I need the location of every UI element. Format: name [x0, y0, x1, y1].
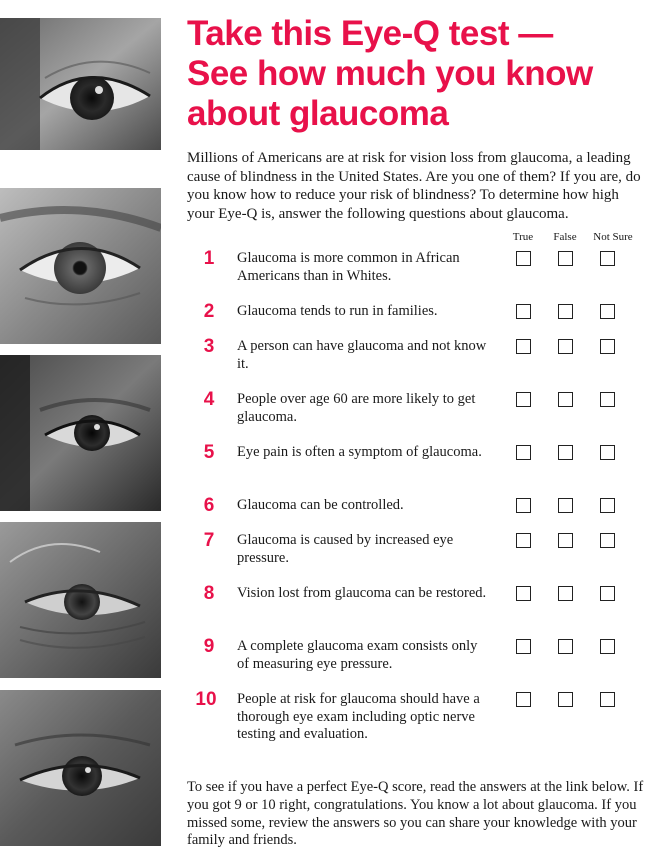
- question-text: Glaucoma is more common in African Americans than in Whites.: [237, 250, 460, 284]
- question-text: People over age 60 are more likely to get glaucoma.: [237, 391, 476, 425]
- question-text: A person can have glaucoma and not know it.: [237, 338, 487, 372]
- checkbox-true[interactable]: [516, 692, 531, 707]
- question-number: 3: [203, 336, 215, 357]
- checkbox-false[interactable]: [558, 639, 573, 654]
- checkbox-false[interactable]: [558, 692, 573, 707]
- title-line-1: Take this Eye-Q test —: [187, 14, 553, 53]
- question-number: 5: [203, 442, 215, 463]
- page-title: [187, 14, 657, 134]
- outro-paragraph: To see if you have a perfect Eye-Q score, read the answers at the link below. If you got 9 or 10 right, congratulations. You know a lot about glaucoma. If you missed some, review the answers so you can share your knowledge with your family and friends.: [187, 779, 644, 849]
- checkbox-true[interactable]: [516, 392, 531, 407]
- checkbox-not-sure[interactable]: [600, 639, 615, 654]
- checkbox-not-sure[interactable]: [600, 586, 615, 601]
- checkbox-false[interactable]: [558, 498, 573, 513]
- checkbox-false[interactable]: [558, 251, 573, 266]
- column-header-false: False: [553, 231, 577, 243]
- eye-photo-4: [0, 522, 161, 678]
- checkbox-true[interactable]: [516, 498, 531, 513]
- checkbox-true[interactable]: [516, 533, 531, 548]
- checkbox-true[interactable]: [516, 251, 531, 266]
- eye-photo-5: [0, 690, 161, 846]
- checkbox-true[interactable]: [516, 339, 531, 354]
- question-text: Glaucoma can be controlled.: [237, 497, 404, 513]
- eye-photo-2: [0, 188, 161, 344]
- question-number: 10: [195, 689, 217, 710]
- intro-paragraph: Millions of Americans are at risk for vision loss from glaucoma, a leading cause of blindness in the United States. Are you one of them? If you are, do you know how to reduce your risk of blindness? To determine how high your Eye-Q is, answer the following questions about glaucoma.: [187, 150, 641, 222]
- checkbox-not-sure[interactable]: [600, 392, 615, 407]
- column-header-true: True: [512, 231, 534, 243]
- question-number: 7: [203, 530, 215, 551]
- question-number: 8: [203, 583, 215, 604]
- title-line-2: See how much you know: [187, 54, 593, 93]
- question-text: Glaucoma is caused by increased eye pressure.: [237, 532, 454, 566]
- checkbox-false[interactable]: [558, 533, 573, 548]
- checkbox-true[interactable]: [516, 639, 531, 654]
- question-text: People at risk for glaucoma should have a thorough eye exam including optic nerve testing and evaluation.: [237, 691, 480, 742]
- question-text: Eye pain is often a symptom of glaucoma.: [237, 444, 482, 460]
- eye-photo-3: [0, 355, 161, 511]
- checkbox-not-sure[interactable]: [600, 339, 615, 354]
- checkbox-true[interactable]: [516, 304, 531, 319]
- checkbox-not-sure[interactable]: [600, 692, 615, 707]
- question-text: Glaucoma tends to run in families.: [237, 303, 438, 319]
- checkbox-not-sure[interactable]: [600, 304, 615, 319]
- question-text: A complete glaucoma exam consists only of measuring eye pressure.: [237, 638, 478, 672]
- question-text: Vision lost from glaucoma can be restored.: [237, 585, 487, 601]
- checkbox-not-sure[interactable]: [600, 498, 615, 513]
- checkbox-false[interactable]: [558, 339, 573, 354]
- title-line-3: about glaucoma: [187, 94, 449, 133]
- question-number: 9: [203, 636, 215, 657]
- question-number: 1: [203, 248, 215, 269]
- checkbox-not-sure[interactable]: [600, 533, 615, 548]
- checkbox-not-sure[interactable]: [600, 251, 615, 266]
- eye-photo-1: [0, 18, 161, 150]
- question-number: 2: [203, 301, 215, 322]
- question-number: 6: [203, 495, 215, 516]
- checkbox-not-sure[interactable]: [600, 445, 615, 460]
- checkbox-false[interactable]: [558, 586, 573, 601]
- checkbox-false[interactable]: [558, 445, 573, 460]
- checkbox-false[interactable]: [558, 304, 573, 319]
- column-header-not-sure: Not Sure: [593, 231, 633, 243]
- checkbox-false[interactable]: [558, 392, 573, 407]
- checkbox-true[interactable]: [516, 445, 531, 460]
- question-number: 4: [203, 389, 215, 410]
- checkbox-true[interactable]: [516, 586, 531, 601]
